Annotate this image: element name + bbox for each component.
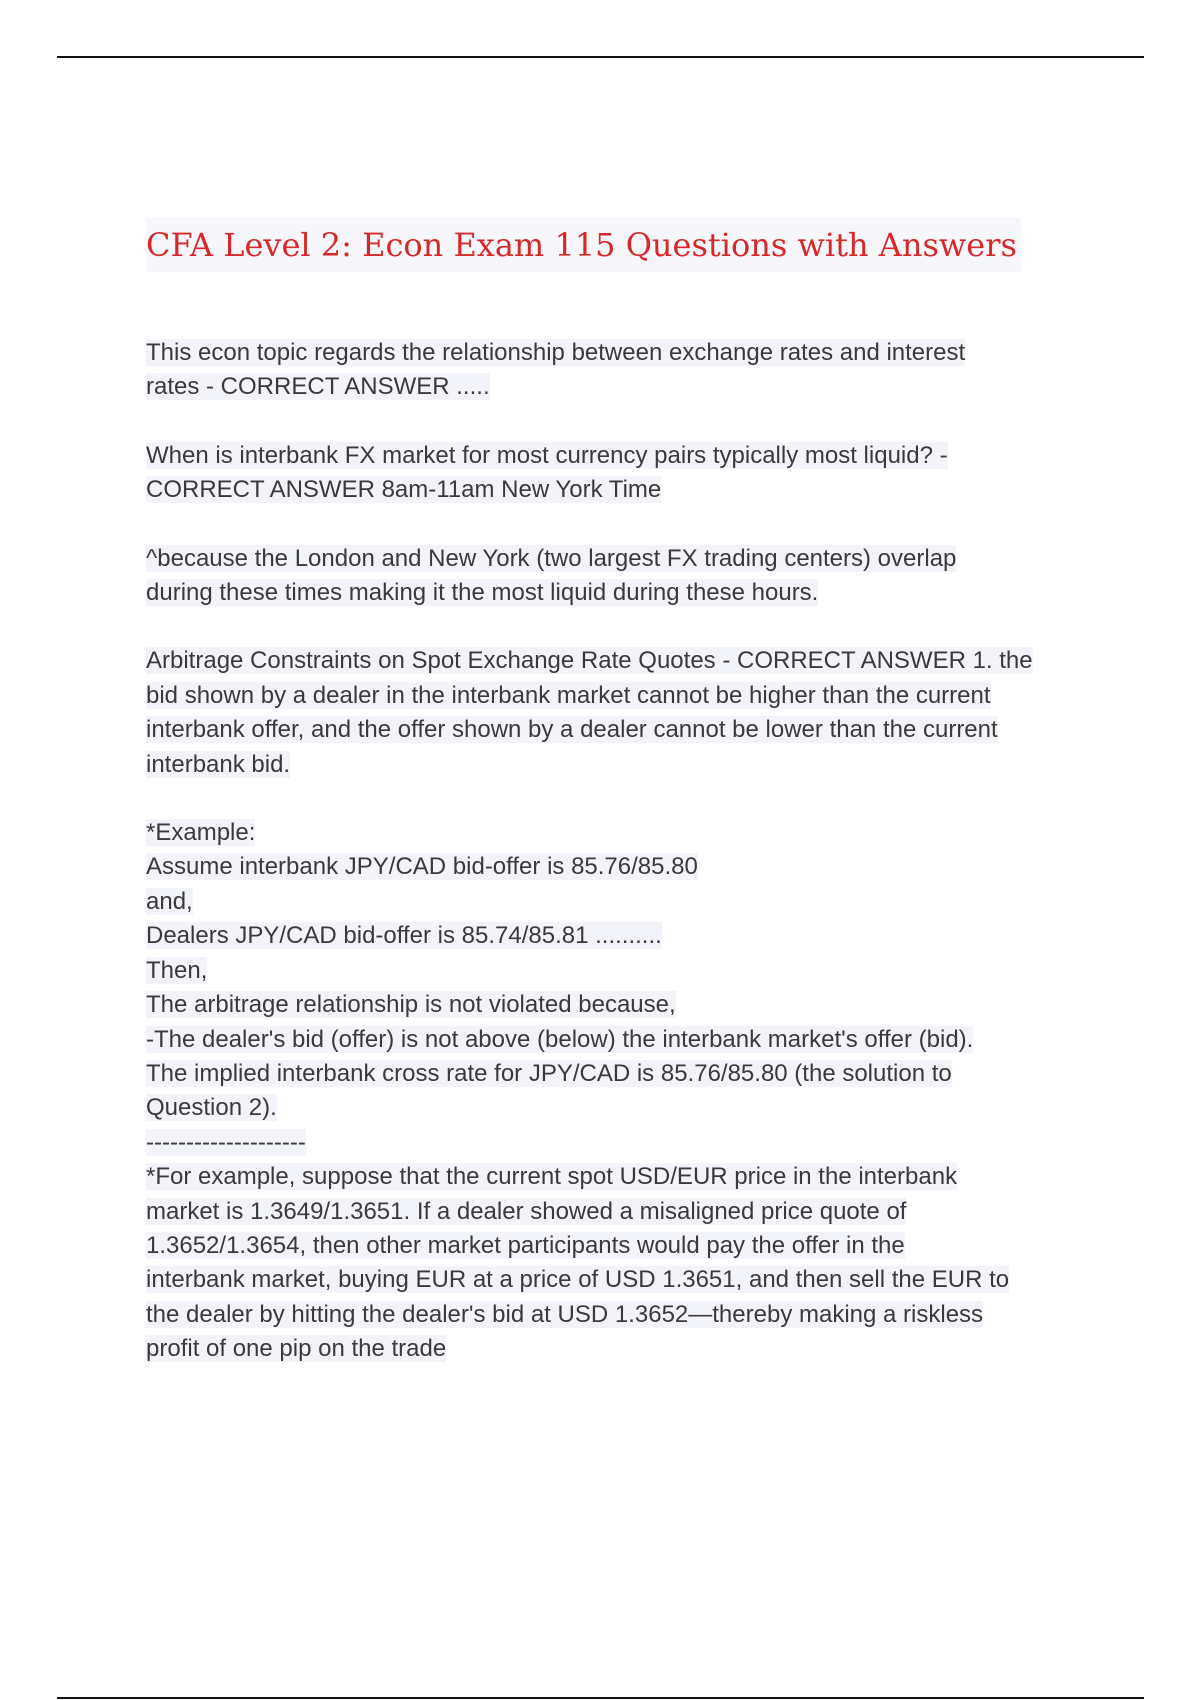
text-line: CORRECT ANSWER 8am-11am New York Time [146,476,662,504]
text-line: When is interbank FX market for most currency pairs typically most liquid? - [146,441,948,469]
top-rule [57,56,1144,58]
paragraph-fx-liquidity-question [146,439,1096,508]
text-line: *Example: [146,819,256,847]
text-line: -The dealer's bid (offer) is not above (below) the interbank market's offer (bid). [146,1025,974,1053]
text-line: Then, [146,956,208,984]
document-title: CFA Level 2: Econ Exam 115 Questions with Answers [146,218,1021,272]
text-line: Assume interbank JPY/CAD bid-offer is 85.76/85.80 [146,853,698,881]
text-line: Arbitrage Constraints on Spot Exchange Rate Quotes - CORRECT ANSWER 1. the [146,647,1033,675]
text-line: interbank bid. [146,750,291,778]
bottom-rule [57,1697,1144,1699]
paragraph-exchange-rates-topic [146,336,1096,405]
divider-dashes: -------------------- [146,1128,306,1156]
text-line: market is 1.3649/1.3651. If a dealer showed a misaligned price quote of [146,1197,907,1225]
text-line: The implied interbank cross rate for JPY/CAD is 85.76/85.80 (the solution to [146,1059,952,1087]
text-line: rates - CORRECT ANSWER ..... [146,373,490,401]
text-line: Question 2). [146,1094,277,1122]
paragraph-london-newyork-overlap [146,542,1096,611]
paragraph-arbitrage-constraints [146,644,1096,782]
text-line: interbank offer, and the offer shown by a dealer cannot be lower than the current [146,716,998,744]
text-line: The arbitrage relationship is not violated because, [146,991,676,1019]
text-line: during these times making it the most liquid during these hours. [146,579,819,607]
text-line: *For example, suppose that the current spot USD/EUR price in the interbank [146,1163,958,1191]
text-line: interbank market, buying EUR at a price of USD 1.3651, and then sell the EUR to [146,1266,1010,1294]
text-line: ^because the London and New York (two largest FX trading centers) overlap [146,544,957,572]
text-line: and, [146,887,193,915]
paragraph-example [146,816,1096,1367]
text-line: bid shown by a dealer in the interbank market cannot be higher than the current [146,681,991,709]
text-line: the dealer by hitting the dealer's bid at USD 1.3652—thereby making a riskless [146,1300,984,1328]
text-line: profit of one pip on the trade [146,1335,447,1363]
text-line: 1.3652/1.3654, then other market participants would pay the offer in the [146,1231,905,1259]
document-body [146,336,1096,1367]
text-line: This econ topic regards the relationship between exchange rates and interest [146,339,966,366]
text-line: Dealers JPY/CAD bid-offer is 85.74/85.81 .......... [146,922,662,950]
